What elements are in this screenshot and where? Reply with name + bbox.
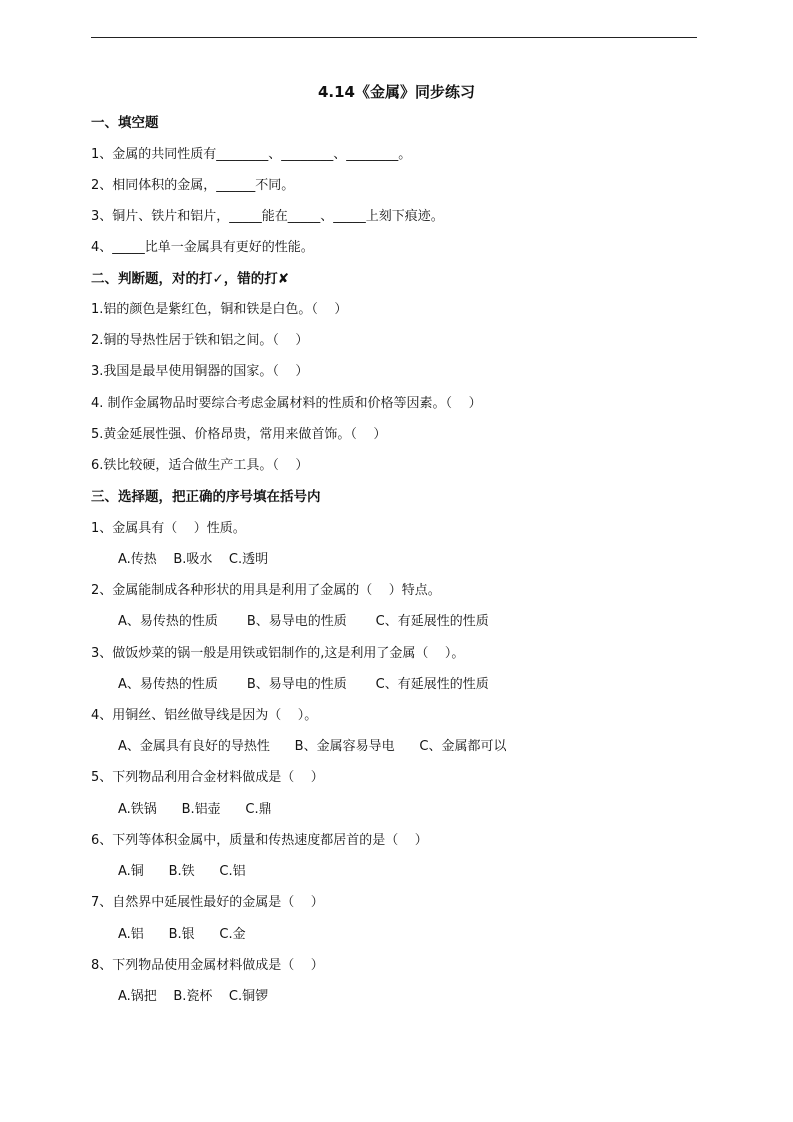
header-rule <box>91 37 697 38</box>
choice-question-1: 1、金属具有（ ）性质。 <box>91 521 246 536</box>
choice-question-5: 5、下列物品利用合金材料做成是（ ） <box>91 770 324 785</box>
choice-question-8: 8、下列物品使用金属材料做成是（ ） <box>91 958 324 973</box>
fill-question-4: 4、_____比单一金属具有更好的性能。 <box>91 240 314 255</box>
fill-question-3: 3、铜片、铁片和铝片，_____能在_____、_____上刻下痕迹。 <box>91 209 444 224</box>
page-title: 4.14《金属》同步练习 <box>317 83 475 101</box>
choice-options-6: A.铜 B.铁 C.铝 <box>118 864 246 879</box>
section-heading-choice: 三、选择题，把正确的序号填在括号内 <box>91 489 321 505</box>
choice-options-8: A.锅把 B.瓷杯 C.铜锣 <box>118 989 269 1004</box>
choice-question-6: 6、下列等体积金属中，质量和传热速度都居首的是（ ） <box>91 833 428 848</box>
choice-options-1: A.传热 B.吸水 C.透明 <box>118 552 269 567</box>
judge-question-5: 5.黄金延展性强、价格昂贵，常用来做首饰。（ ） <box>91 427 387 442</box>
choice-question-7: 7、自然界中延展性最好的金属是（ ） <box>91 895 324 910</box>
fill-question-2: 2、相同体积的金属，______不同。 <box>91 178 295 193</box>
fill-question-1: 1、金属的共同性质有________、________、________。 <box>91 147 412 162</box>
choice-options-7: A.铝 B.银 C.金 <box>118 927 246 942</box>
choice-question-3: 3、做饭炒菜的锅一般是用铁或铝制作的,这是利用了金属（ ）。 <box>91 646 465 661</box>
judge-question-3: 3.我国是最早使用铜器的国家。（ ） <box>91 364 309 379</box>
judge-question-2: 2.铜的导热性居于铁和铝之间。（ ） <box>91 333 309 348</box>
section-heading-judge: 二、判断题，对的打✓，错的打✘ <box>91 271 290 287</box>
choice-options-2: A、易传热的性质 B、易导电的性质 C、有延展性的性质 <box>118 614 489 629</box>
choice-options-3: A、易传热的性质 B、易导电的性质 C、有延展性的性质 <box>118 677 489 692</box>
choice-options-5: A.铁锅 B.铝壶 C.鼎 <box>118 802 272 817</box>
choice-question-2: 2、金属能制成各种形状的用具是利用了金属的（ ）特点。 <box>91 583 441 598</box>
choice-question-4: 4、用铜丝、铝丝做导线是因为（ ）。 <box>91 708 318 723</box>
choice-options-4: A、金属具有良好的导热性 B、金属容易导电 C、金属都可以 <box>118 739 507 754</box>
judge-question-6: 6.铁比较硬，适合做生产工具。（ ） <box>91 458 309 473</box>
judge-question-4: 4. 制作金属物品时要综合考虑金属材料的性质和价格等因素。（ ） <box>91 396 482 411</box>
judge-question-1: 1.铝的颜色是紫红色，铜和铁是白色。（ ） <box>91 302 348 317</box>
section-heading-fill: 一、填空题 <box>91 115 159 131</box>
